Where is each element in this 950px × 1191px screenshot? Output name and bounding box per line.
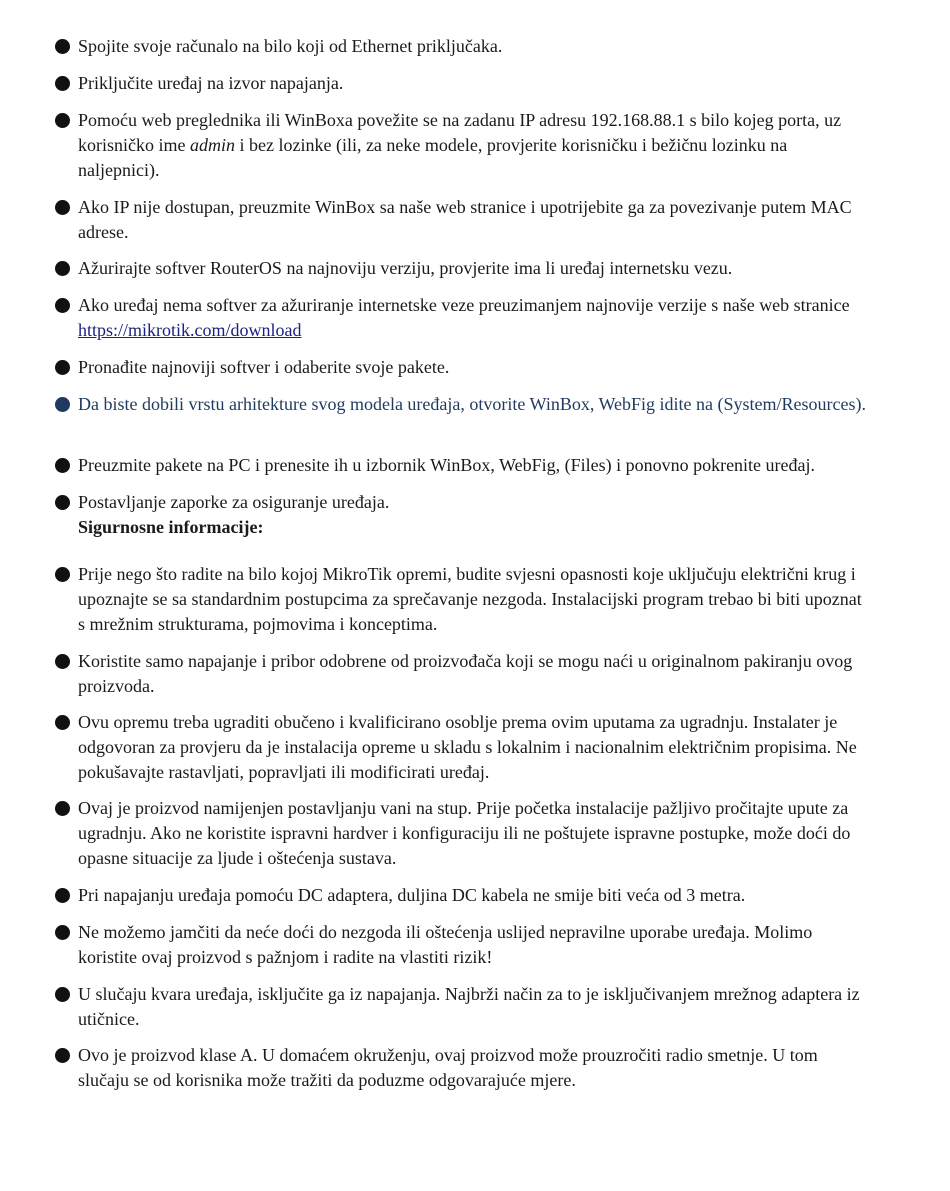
item-text: Postavljanje zaporke za osiguranje uređaja. xyxy=(78,492,390,512)
item-text: Koristite samo napajanje i pribor odobrene od proizvođača koji se mogu naći u originalnom pakiranju ovog proizvoda. xyxy=(78,651,853,696)
bullet-icon xyxy=(55,567,70,582)
item-text: Prije nego što radite na bilo kojoj MikroTik opremi, budite svjesni opasnosti koje uključuju električni krug i upoznajte se sa standardnim postupcima za sprečavanje nezgoda. Instalacijski program trebao bi biti upoznat s mrežnim strukturama, pojmovima i konceptima. xyxy=(78,564,862,634)
list-item xyxy=(78,883,868,908)
bullet-icon xyxy=(55,495,70,510)
item-text: i bez lozinke (ili, za neke modele, provjerite korisničku i bežičnu lozinku na naljepnici). xyxy=(78,135,788,180)
item-text: Ovaj je proizvod namijenjen postavljanju vani na stup. Prije početka instalacije pažljivo pročitajte upute za ugradnju. Ako ne koristite ispravni hardver i konfiguraciju ili ne poštujete ispravne postupke, može doći do opasne situacije za ljude i oštećenja sustava. xyxy=(78,798,851,868)
list-item xyxy=(78,920,868,970)
item-text: Ovu opremu treba ugraditi obučeno i kvalificirano osoblje prema ovim uputama za ugradnju. Instalater je odgovoran za provjeru da je instalacija opreme u skladu s lokalnim i nacionalnim električnim propisima. Ne pokušavajte rastavljati, popravljati ili modificirati uređaj. xyxy=(78,712,857,782)
bullet-icon xyxy=(55,801,70,816)
bullet-icon xyxy=(55,458,70,473)
username-emphasis: admin xyxy=(189,135,235,155)
bullet-icon xyxy=(55,200,70,215)
bullet-icon xyxy=(55,261,70,276)
item-text: Da biste dobili vrstu arhitekture svog modela uređaja, otvorite WinBox, WebFig idite na (System/Resources). xyxy=(78,394,867,414)
item-text: Ako IP nije dostupan, preuzmite WinBox sa naše web stranice i upotrijebite ga za povezivanje putem MAC adrese. xyxy=(78,197,852,242)
item-text: Ažurirajte softver RouterOS na najnoviju verziju, provjerite ima li uređaj internetsku vezu. xyxy=(78,258,733,278)
item-text: Priključite uređaj na izvor napajanja. xyxy=(78,73,344,93)
bullet-icon xyxy=(55,360,70,375)
list-item xyxy=(78,108,868,183)
list-item xyxy=(78,710,868,785)
list-item xyxy=(78,355,868,380)
list-item xyxy=(78,71,868,96)
item-text: Spojite svoje računalo na bilo koji od Ethernet priključaka. xyxy=(78,36,503,56)
list-item xyxy=(78,256,868,281)
section-heading: Sigurnosne informacije: xyxy=(78,517,264,537)
download-link[interactable]: https://mikrotik.com/download xyxy=(78,320,302,340)
item-text: U slučaju kvara uređaja, isključite ga iz napajanja. Najbrži način za to je isključivanjem mrežnog adaptera iz utičnice. xyxy=(78,984,860,1029)
item-text: Pronađite najnoviji softver i odaberite svoje pakete. xyxy=(78,357,450,377)
item-text: Preuzmite pakete na PC i prenesite ih u izbornik WinBox, WebFig, (Files) i ponovno pokrenite uređaj. xyxy=(78,455,816,475)
bullet-icon xyxy=(55,39,70,54)
list-item xyxy=(78,649,868,699)
list-item xyxy=(78,1043,868,1093)
bullet-icon xyxy=(55,654,70,669)
list-item xyxy=(78,796,868,871)
bullet-icon xyxy=(55,76,70,91)
item-text: Ako uređaj nema softver za ažuriranje internetske veze preuzimanjem najnovije verzije s naše web stranice xyxy=(78,295,850,315)
item-text: Pri napajanju uređaja pomoću DC adaptera, duljina DC kabela ne smije biti veća od 3 metra. xyxy=(78,885,746,905)
list-item xyxy=(78,490,868,540)
list-item xyxy=(78,195,868,245)
bullet-icon xyxy=(55,715,70,730)
list-item xyxy=(78,562,868,637)
bullet-icon xyxy=(55,888,70,903)
bullet-icon xyxy=(55,397,70,412)
bullet-icon xyxy=(55,298,70,313)
bullet-icon xyxy=(55,113,70,128)
bullet-icon xyxy=(55,987,70,1002)
item-text: Ne možemo jamčiti da neće doći do nezgoda ili oštećenja uslijed nepravilne uporabe uređaja. Molimo koristite ovaj proizvod s pažnjom i radite na vlastiti rizik! xyxy=(78,922,813,967)
list-item xyxy=(78,34,868,59)
bullet-icon xyxy=(55,925,70,940)
item-text: Pomoću web preglednika ili WinBoxa povežite se na zadanu IP adresu 192.168.88.1 s bilo kojeg porta, uz korisničko ime xyxy=(78,110,842,155)
list-item xyxy=(78,293,868,343)
list-item xyxy=(78,982,868,1032)
list-item xyxy=(78,453,868,478)
list-item-highlighted xyxy=(78,392,868,417)
bullet-icon xyxy=(55,1048,70,1063)
item-text: Ovo je proizvod klase A. U domaćem okruženju, ovaj proizvod može prouzročiti radio smetnje. U tom slučaju se od korisnika može tražiti da poduzme odgovarajuće mjere. xyxy=(78,1045,818,1090)
